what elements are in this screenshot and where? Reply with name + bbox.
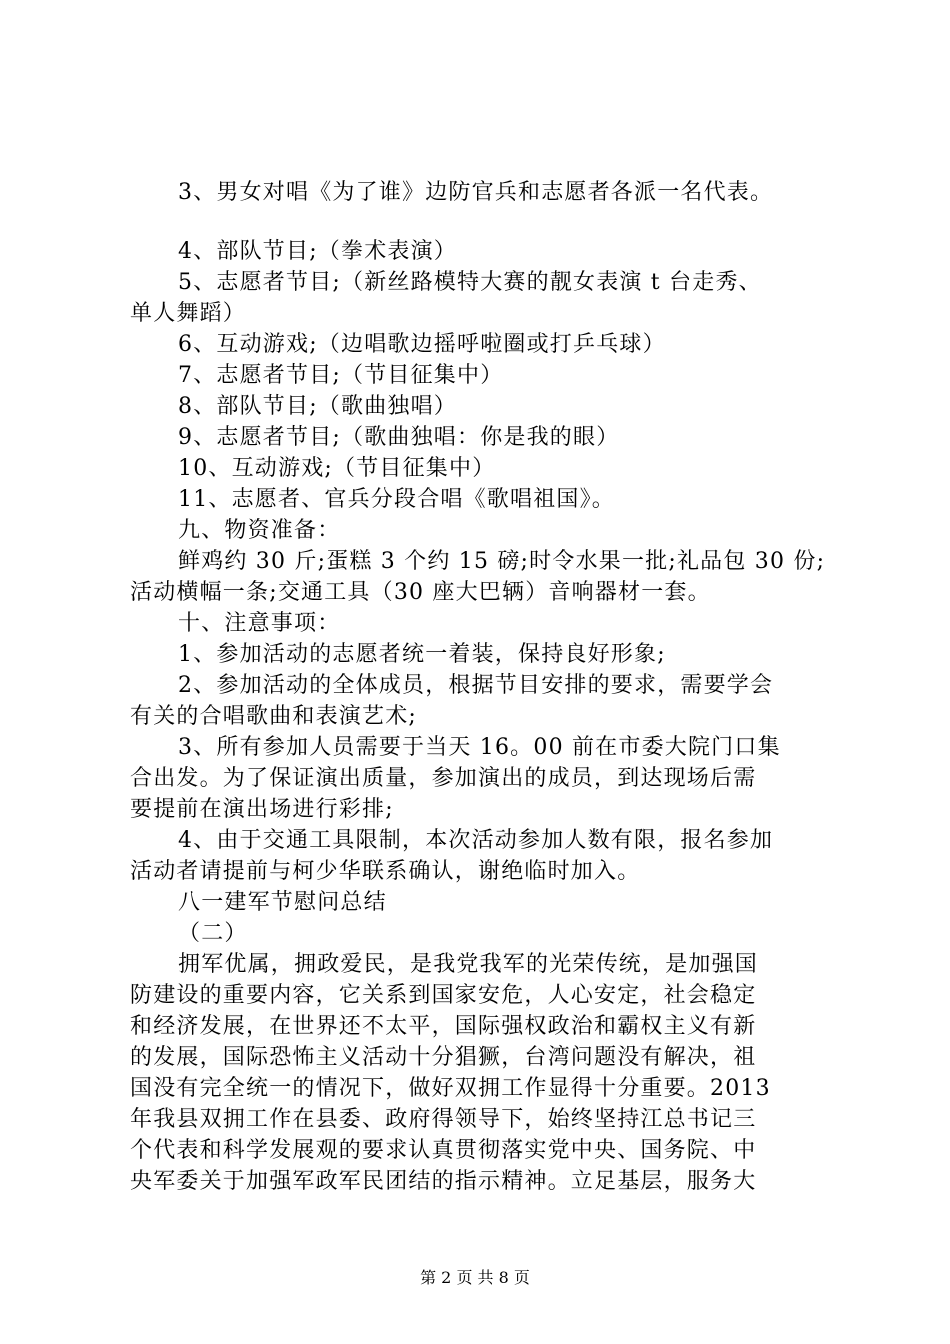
body-line: 6、互动游戏;（边唱歌边摇呼啦圈或打乒乓球）	[178, 332, 666, 357]
body-line: 央军委关于加强军政军民团结的指示精神。立足基层，服务大	[130, 1169, 757, 1194]
body-line: 2、参加活动的全体成员，根据节目安排的要求，需要学会	[178, 673, 774, 698]
article-subtitle: （二）	[178, 921, 248, 946]
body-line: 拥军优属，拥政爱民，是我党我军的光荣传统，是加强国	[178, 952, 759, 977]
body-line: 1、参加活动的志愿者统一着装，保持良好形象;	[178, 642, 666, 667]
body-line: 有关的合唱歌曲和表演艺术;	[130, 704, 418, 729]
body-line: 3、所有参加人员需要于当天 16。00 前在市委大院门口集	[178, 735, 781, 760]
body-line: 4、部队节目;（拳术表演）	[178, 239, 458, 264]
body-line: 10、互动游戏;（节目征集中）	[178, 456, 496, 481]
section-heading: 十、注意事项：	[178, 611, 341, 636]
body-line: 国没有完全统一的情况下，做好双拥工作显得十分重要。2013	[130, 1076, 771, 1101]
body-line: 鲜鸡约 30 斤;蛋糕 3 个约 15 磅;时令水果一批;礼品包 30 份;	[178, 549, 826, 574]
body-line: 3、男女对唱《为了谁》边防官兵和志愿者各派一名代表。	[178, 180, 774, 205]
body-line: 11、志愿者、官兵分段合唱《歌唱祖国》。	[178, 487, 615, 512]
body-line: 7、志愿者节目;（节目征集中）	[178, 363, 504, 388]
body-line: 9、志愿者节目;（歌曲独唱：你是我的眼）	[178, 425, 620, 450]
article-title: 八一建军节慰问总结	[178, 890, 387, 915]
body-line: 单人舞蹈）	[130, 301, 247, 326]
body-line: 要提前在演出场进行彩排;	[130, 797, 394, 822]
body-line: 5、志愿者节目;（新丝路模特大赛的靓女表演 t 台走秀、	[178, 270, 762, 295]
body-line: 活动者请提前与柯少华联系确认，谢绝临时加入。	[130, 859, 641, 884]
body-line: 的发展，国际恐怖主义活动十分猖獗，台湾问题没有解决，祖	[130, 1045, 757, 1070]
section-heading: 九、物资准备：	[178, 518, 341, 543]
body-line: 4、由于交通工具限制，本次活动参加人数有限，报名参加	[178, 828, 774, 853]
body-line: 活动横幅一条;交通工具（30 座大巴辆）音响器材一套。	[130, 580, 711, 605]
body-line: 个代表和科学发展观的要求认真贯彻落实党中央、国务院、中	[130, 1138, 757, 1163]
body-line: 年我县双拥工作在县委、政府得领导下，始终坚持江总书记三	[130, 1107, 757, 1132]
body-line: 8、部队节目;（歌曲独唱）	[178, 394, 458, 419]
body-line: 合出发。为了保证演出质量，参加演出的成员，到达现场后需	[130, 766, 757, 791]
body-line: 防建设的重要内容，它关系到国家安危，人心安定，社会稳定	[130, 983, 757, 1008]
page-footer: 第 2 页 共 8 页	[420, 1268, 530, 1287]
body-line: 和经济发展，在世界还不太平，国际强权政治和霸权主义有新	[130, 1014, 757, 1039]
